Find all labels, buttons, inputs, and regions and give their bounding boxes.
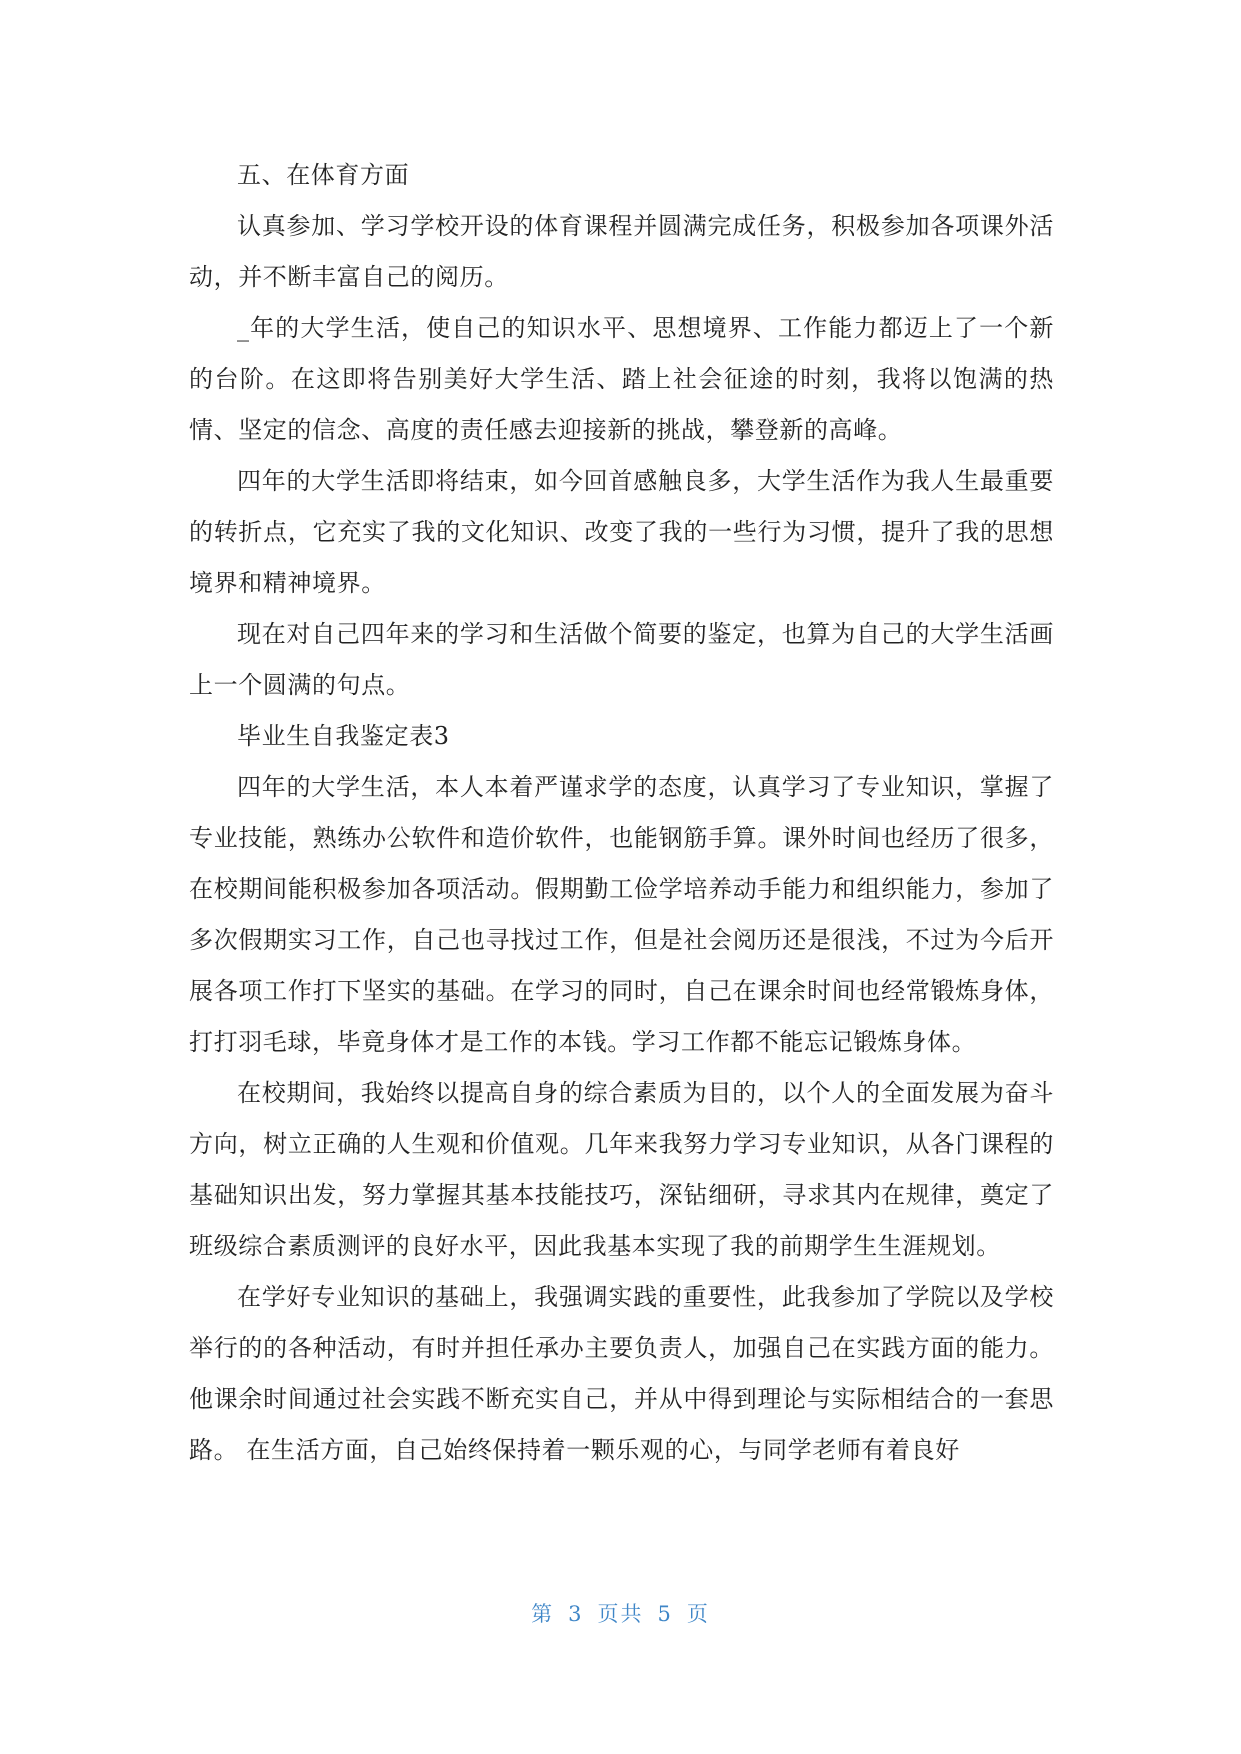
paragraph: 在学好专业知识的基础上，我强调实践的重要性，此我参加了学院以及学校举行的的各种活动，有时并担任承办主要负责人，加强自己在实践方面的能力。他课余时间通过社会实践不断充实自己，并从中得到理论与实际相结合的一套思路。 在生活方面，自己始终保持着一颗乐观的心，与同学老师有着良好 (189, 1283, 1054, 1464)
paragraph: 认真参加、学习学校开设的体育课程并圆满完成任务，积极参加各项课外活动，并不断丰富自己的阅历。 (189, 212, 1054, 291)
footer-prefix: 第 (531, 1602, 555, 1626)
footer-total-pages: 5 (657, 1602, 673, 1626)
page-footer (0, 1598, 1241, 1628)
paragraph: 在校期间，我始终以提高自身的综合素质为目的，以个人的全面发展为奋斗方向，树立正确的人生观和价值观。几年来我努力学习专业知识，从各门课程的基础知识出发，努力掌握其基本技能技巧，深钻细研，寻求其内在规律，奠定了班级综合素质测评的良好水平，因此我基本实现了我的前期学生生涯规划。 (189, 1079, 1054, 1260)
paragraph: 四年的大学生活即将结束，如今回首感触良多，大学生活作为我人生最重要的转折点，它充实了我的文化知识、改变了我的一些行为习惯，提升了我的思想境界和精神境界。 (189, 467, 1054, 597)
paragraph: 四年的大学生活，本人本着严谨求学的态度，认真学习了专业知识，掌握了专业技能，熟练办公软件和造价软件，也能钢筋手算。课外时间也经历了很多，在校期间能积极参加各项活动。假期勤工俭学培养动手能力和组织能力，参加了多次假期实习工作，自己也寻找过工作，但是社会阅历还是很浅，不过为今后开展各项工作打下坚实的基础。在学习的同时，自己在课余时间也经常锻炼身体，打打羽毛球，毕竟身体才是工作的本钱。学习工作都不能忘记锻炼身体。 (189, 773, 1054, 1056)
section-heading-sports: 五、在体育方面 (237, 161, 410, 189)
footer-suffix: 页 (686, 1602, 710, 1626)
document-body (189, 150, 1054, 1476)
paragraph: 现在对自己四年来的学习和生活做个简要的鉴定，也算为自己的大学生活画上一个圆满的句点。 (189, 620, 1054, 699)
paragraph: _年的大学生活，使自己的知识水平、思想境界、工作能力都迈上了一个新的台阶。在这即将告别美好大学生活、踏上社会征途的时刻，我将以饱满的热情、坚定的信念、高度的责任感去迎接新的挑战，攀登新的高峰。 (189, 314, 1054, 444)
footer-middle: 页共 (597, 1602, 644, 1626)
section-heading-form-3: 毕业生自我鉴定表3 (237, 722, 450, 750)
footer-current-page: 3 (568, 1602, 584, 1626)
